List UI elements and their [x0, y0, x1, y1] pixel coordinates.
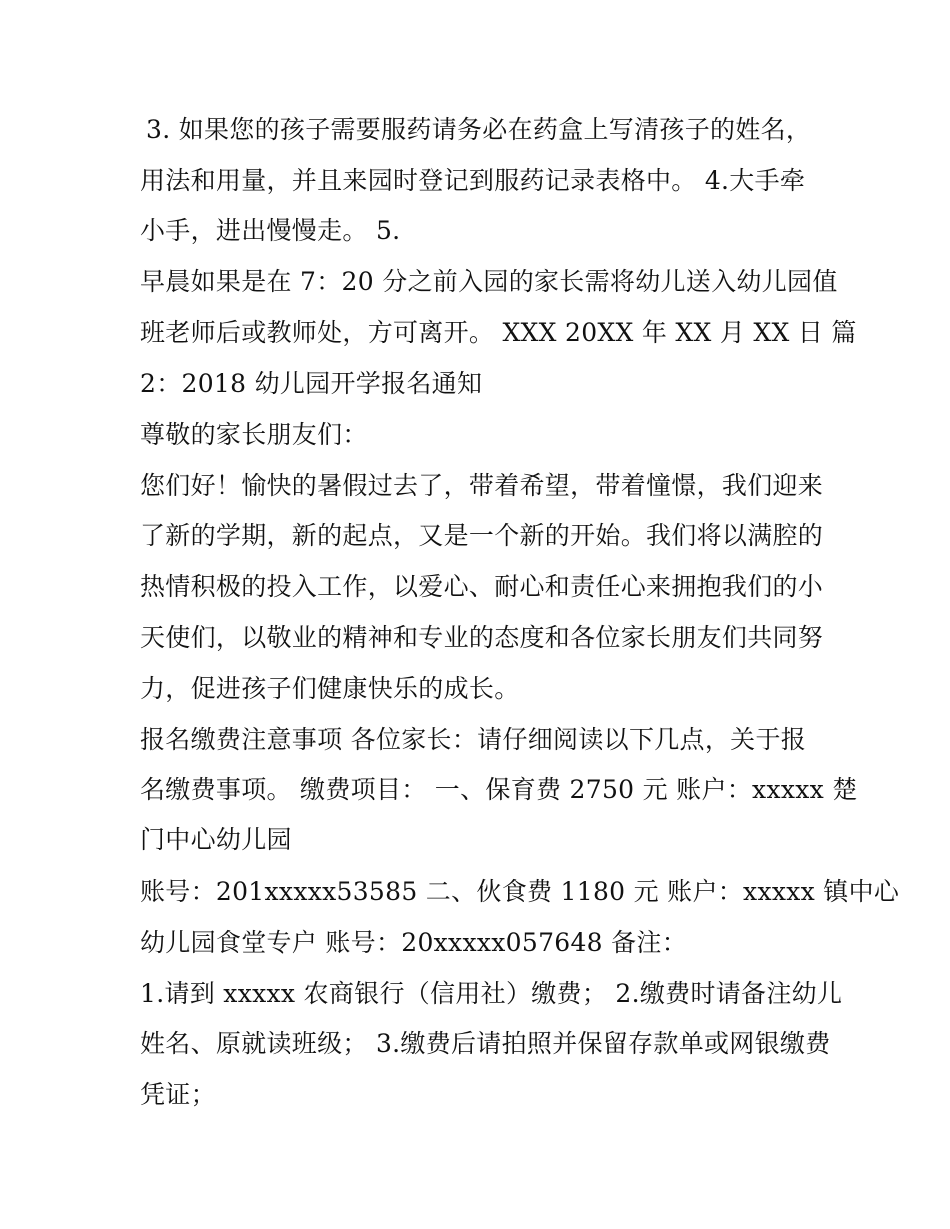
text-line-6: 2：2018 幼儿园开学报名通知	[140, 369, 483, 398]
text-line-3: 小手，进出慢慢走。 5.	[140, 216, 401, 245]
text-line-17: 幼儿园食堂专户 账号：20xxxxx057648 备注：	[140, 928, 688, 957]
text-line-14: 名缴费事项。 缴费项目： 一、保育费 2750 元 账户：xxxxx 楚	[140, 775, 858, 804]
text-line-16: 账号：201xxxxx53585 二、伙食费 1180 元 账户：xxxxx 镇中心	[140, 877, 900, 906]
text-line-19: 姓名、原就读班级； 3.缴费后请拍照并保留存款单或网银缴费	[140, 1029, 831, 1058]
text-line-9: 了新的学期，新的起点，又是一个新的开始。我们将以满腔的	[140, 521, 824, 550]
text-line-2: 用法和用量，并且来园时登记到服药记录表格中。 4.大手牵	[140, 166, 806, 195]
text-line-20: 凭证；	[140, 1080, 216, 1109]
text-line-1: 3. 如果您的孩子需要服药请务必在药盒上写清孩子的姓名，	[146, 115, 812, 144]
text-line-10: 热情积极的投入工作，以爱心、耐心和责任心来拥抱我们的小	[140, 572, 824, 601]
text-line-12: 力，促进孩子们健康快乐的成长。	[140, 674, 520, 703]
text-line-7: 尊敬的家长朋友们：	[140, 420, 368, 449]
text-line-5: 班老师后或教师处，方可离开。 XXX 20XX 年 XX 月 XX 日 篇	[140, 318, 857, 347]
text-line-13: 报名缴费注意事项 各位家长：请仔细阅读以下几点，关于报	[140, 725, 807, 754]
text-line-18: 1.请到 xxxxx 农商银行（信用社）缴费； 2.缴费时请备注幼儿	[140, 979, 843, 1008]
text-line-11: 天使们，以敬业的精神和专业的态度和各位家长朋友们共同努	[140, 623, 824, 652]
text-line-8: 您们好！愉快的暑假过去了，带着希望，带着憧憬，我们迎来	[140, 471, 824, 500]
text-line-4: 早晨如果是在 7：20 分之前入园的家长需将幼儿送入幼儿园值	[140, 267, 838, 296]
text-line-15: 门中心幼儿园	[140, 825, 292, 854]
